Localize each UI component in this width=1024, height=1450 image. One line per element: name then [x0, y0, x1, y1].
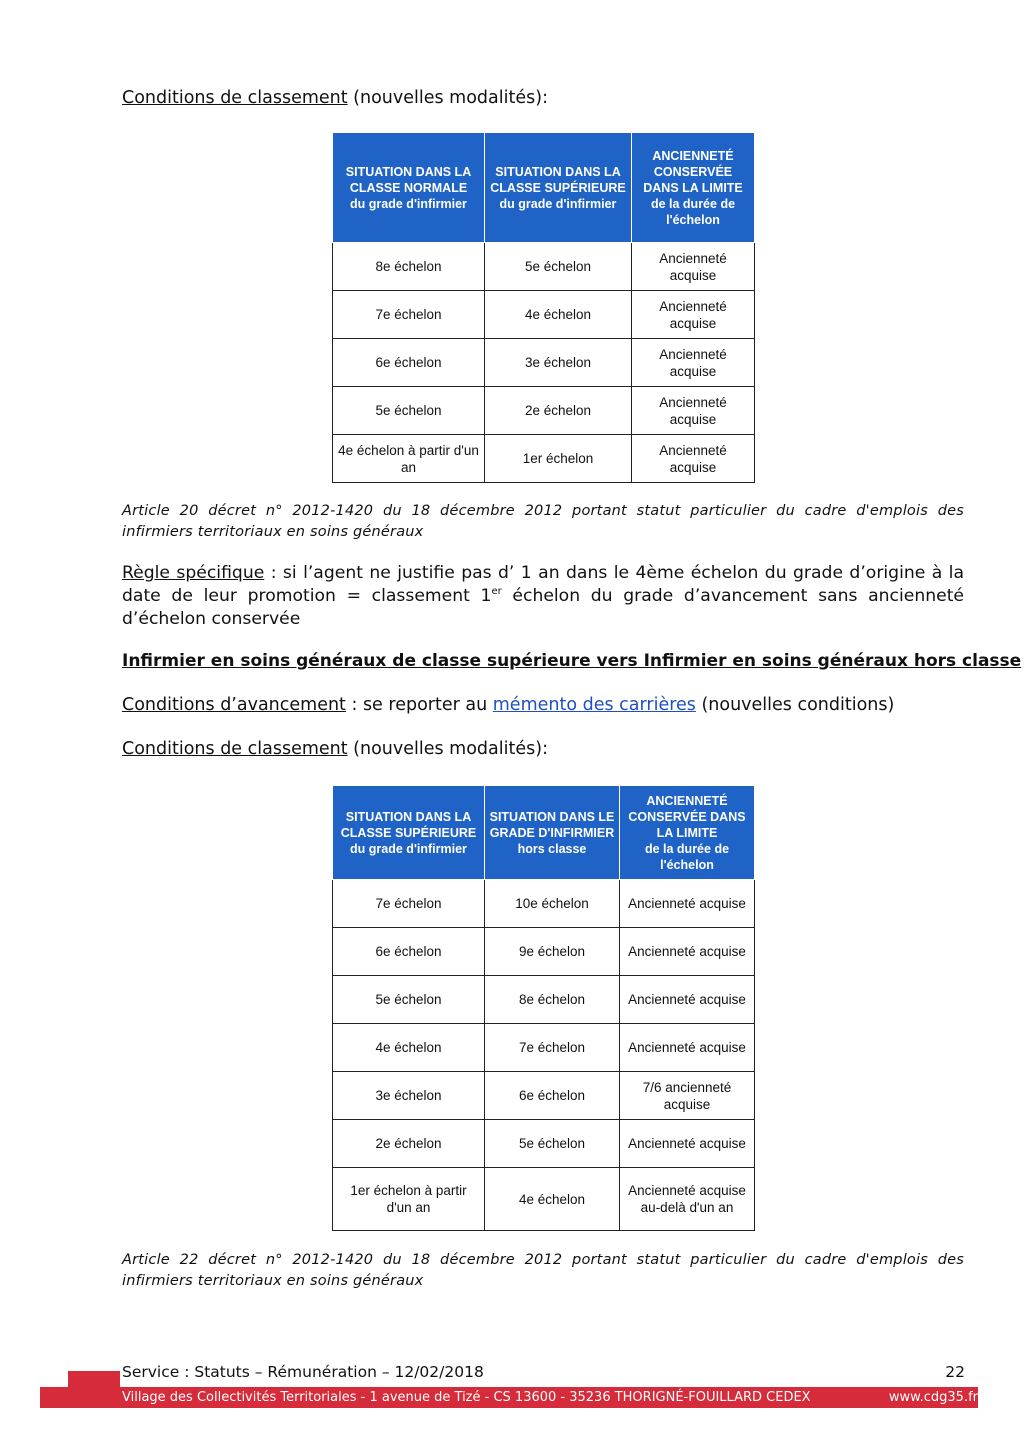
table-cell: Ancienneté acquise [620, 976, 755, 1024]
table-cell: 3e échelon [333, 1072, 485, 1120]
table-cell: 7e échelon [333, 291, 485, 339]
header-cell: SITUATION DANS LA CLASSE SUPÉRIEURE du grade d'infirmier [333, 786, 485, 880]
table-cell: 3e échelon [485, 339, 632, 387]
table-cell: Ancienneté acquise [620, 1024, 755, 1072]
table-cell: 4e échelon [333, 1024, 485, 1072]
footer-service-line [122, 1363, 965, 1381]
classement-heading-2 [122, 739, 548, 759]
table-row [333, 1072, 755, 1120]
table-cell: Ancienneté acquise [620, 928, 755, 976]
heading-underlined: Conditions de classement [122, 739, 348, 759]
regle-specifique-paragraph: Règle spécifique : si l’agent ne justifie pas d’ 1 an dans le 4ème échelon du grade d’origine à la date de leur promotion = classement 1er échelon du grade d’avancement sans ancienneté d’échelon conservée [122, 563, 965, 629]
table-row [333, 880, 755, 928]
table-cell: 5e échelon [485, 1120, 620, 1168]
table-row [333, 1168, 755, 1231]
table-header-row [333, 786, 755, 880]
table-row [333, 339, 755, 387]
footer-address: Village des Collectivités Territoriales - 1 avenue de Tizé - CS 13600 - 35236 THORIGNÉ-FOUILLARD CEDEX [122, 1390, 811, 1405]
footer-address-line [122, 1387, 978, 1408]
memento-link[interactable]: mémento des carrières [492, 695, 696, 715]
article-20-reference: Article 20 décret n° 2012-1420 du 18 décembre 2012 portant statut particulier du cadre d'emplois des infirmiers territoriaux en soins généraux [122, 503, 964, 540]
table-row [333, 435, 755, 483]
table-cell: 4e échelon [485, 1168, 620, 1231]
avancement-label: Conditions d’avancement [122, 695, 346, 715]
table-cell: 7/6 ancienneté acquise [620, 1072, 755, 1120]
header-cell: SITUATION DANS LA CLASSE SUPÉRIEURE du grade d'infirmier [485, 133, 632, 243]
table-cell: 6e échelon [333, 339, 485, 387]
table-cell: 8e échelon [333, 243, 485, 291]
header-cell: ANCIENNETÉ CONSERVÉE DANS LA LIMITE de la durée de l'échelon [632, 133, 755, 243]
table-cell: 6e échelon [333, 928, 485, 976]
table-cell: 5e échelon [333, 387, 485, 435]
table-cell: Ancienneté acquise [632, 339, 755, 387]
article-22-reference: Article 22 décret n° 2012-1420 du 18 décembre 2012 portant statut particulier du cadre d'emplois des infirmiers territoriaux en soins généraux [122, 1252, 964, 1289]
table-cell: 2e échelon [333, 1120, 485, 1168]
table-cell: 4e échelon à partir d'un an [333, 435, 485, 483]
table-cell: 4e échelon [485, 291, 632, 339]
table-row [333, 387, 755, 435]
table-cell: 5e échelon [333, 976, 485, 1024]
table-cell: 6e échelon [485, 1072, 620, 1120]
table-cell: 2e échelon [485, 387, 632, 435]
classement-table-2 [332, 785, 755, 1231]
table-row [333, 243, 755, 291]
header-cell: SITUATION DANS LA CLASSE NORMALE du grade d'infirmier [333, 133, 485, 243]
table-cell: 1er échelon à partir d'un an [333, 1168, 485, 1231]
table-cell: 7e échelon [333, 880, 485, 928]
table-cell: 7e échelon [485, 1024, 620, 1072]
regle-label: Règle spécifique [122, 563, 265, 583]
section-title-hors-classe: Infirmier en soins généraux de classe supérieure vers Infirmier en soins généraux hors classe [122, 651, 1022, 671]
table-cell: 10e échelon [485, 880, 620, 928]
table-cell: Ancienneté acquise [632, 243, 755, 291]
classement-table-1 [332, 132, 755, 483]
table-row [333, 1120, 755, 1168]
heading-rest: (nouvelles modalités): [347, 739, 548, 759]
table-cell: 1er échelon [485, 435, 632, 483]
table-cell: Ancienneté acquise [632, 387, 755, 435]
footer-website-link[interactable]: www.cdg35.fr [888, 1390, 978, 1405]
table-cell: Ancienneté acquise [620, 880, 755, 928]
footer-service: Service : Statuts – Rémunération – 12/02/2018 [122, 1363, 484, 1381]
table-header-row [333, 133, 755, 243]
table-cell: Ancienneté acquise [632, 291, 755, 339]
table-cell: Ancienneté acquise au-delà d'un an [620, 1168, 755, 1231]
heading-underlined: Conditions de classement [122, 88, 348, 108]
heading-rest: (nouvelles modalités): [347, 88, 548, 108]
footer-red-block [68, 1371, 120, 1388]
header-cell: ANCIENNETÉ CONSERVÉE DANS LA LIMITE de la durée de l'échelon [620, 786, 755, 880]
table-row [333, 291, 755, 339]
table-row [333, 928, 755, 976]
table-cell: Ancienneté acquise [632, 435, 755, 483]
table-row [333, 976, 755, 1024]
table-cell: 9e échelon [485, 928, 620, 976]
avancement-line: Conditions d’avancement : se reporter au mémento des carrières (nouvelles conditions) [122, 695, 895, 715]
page-number: 22 [945, 1363, 965, 1381]
table-cell: 5e échelon [485, 243, 632, 291]
table-row [333, 1024, 755, 1072]
table-cell: 8e échelon [485, 976, 620, 1024]
header-cell: SITUATION DANS LE GRADE D'INFIRMIER hors classe [485, 786, 620, 880]
classement-heading-1 [122, 88, 548, 108]
table-cell: Ancienneté acquise [620, 1120, 755, 1168]
